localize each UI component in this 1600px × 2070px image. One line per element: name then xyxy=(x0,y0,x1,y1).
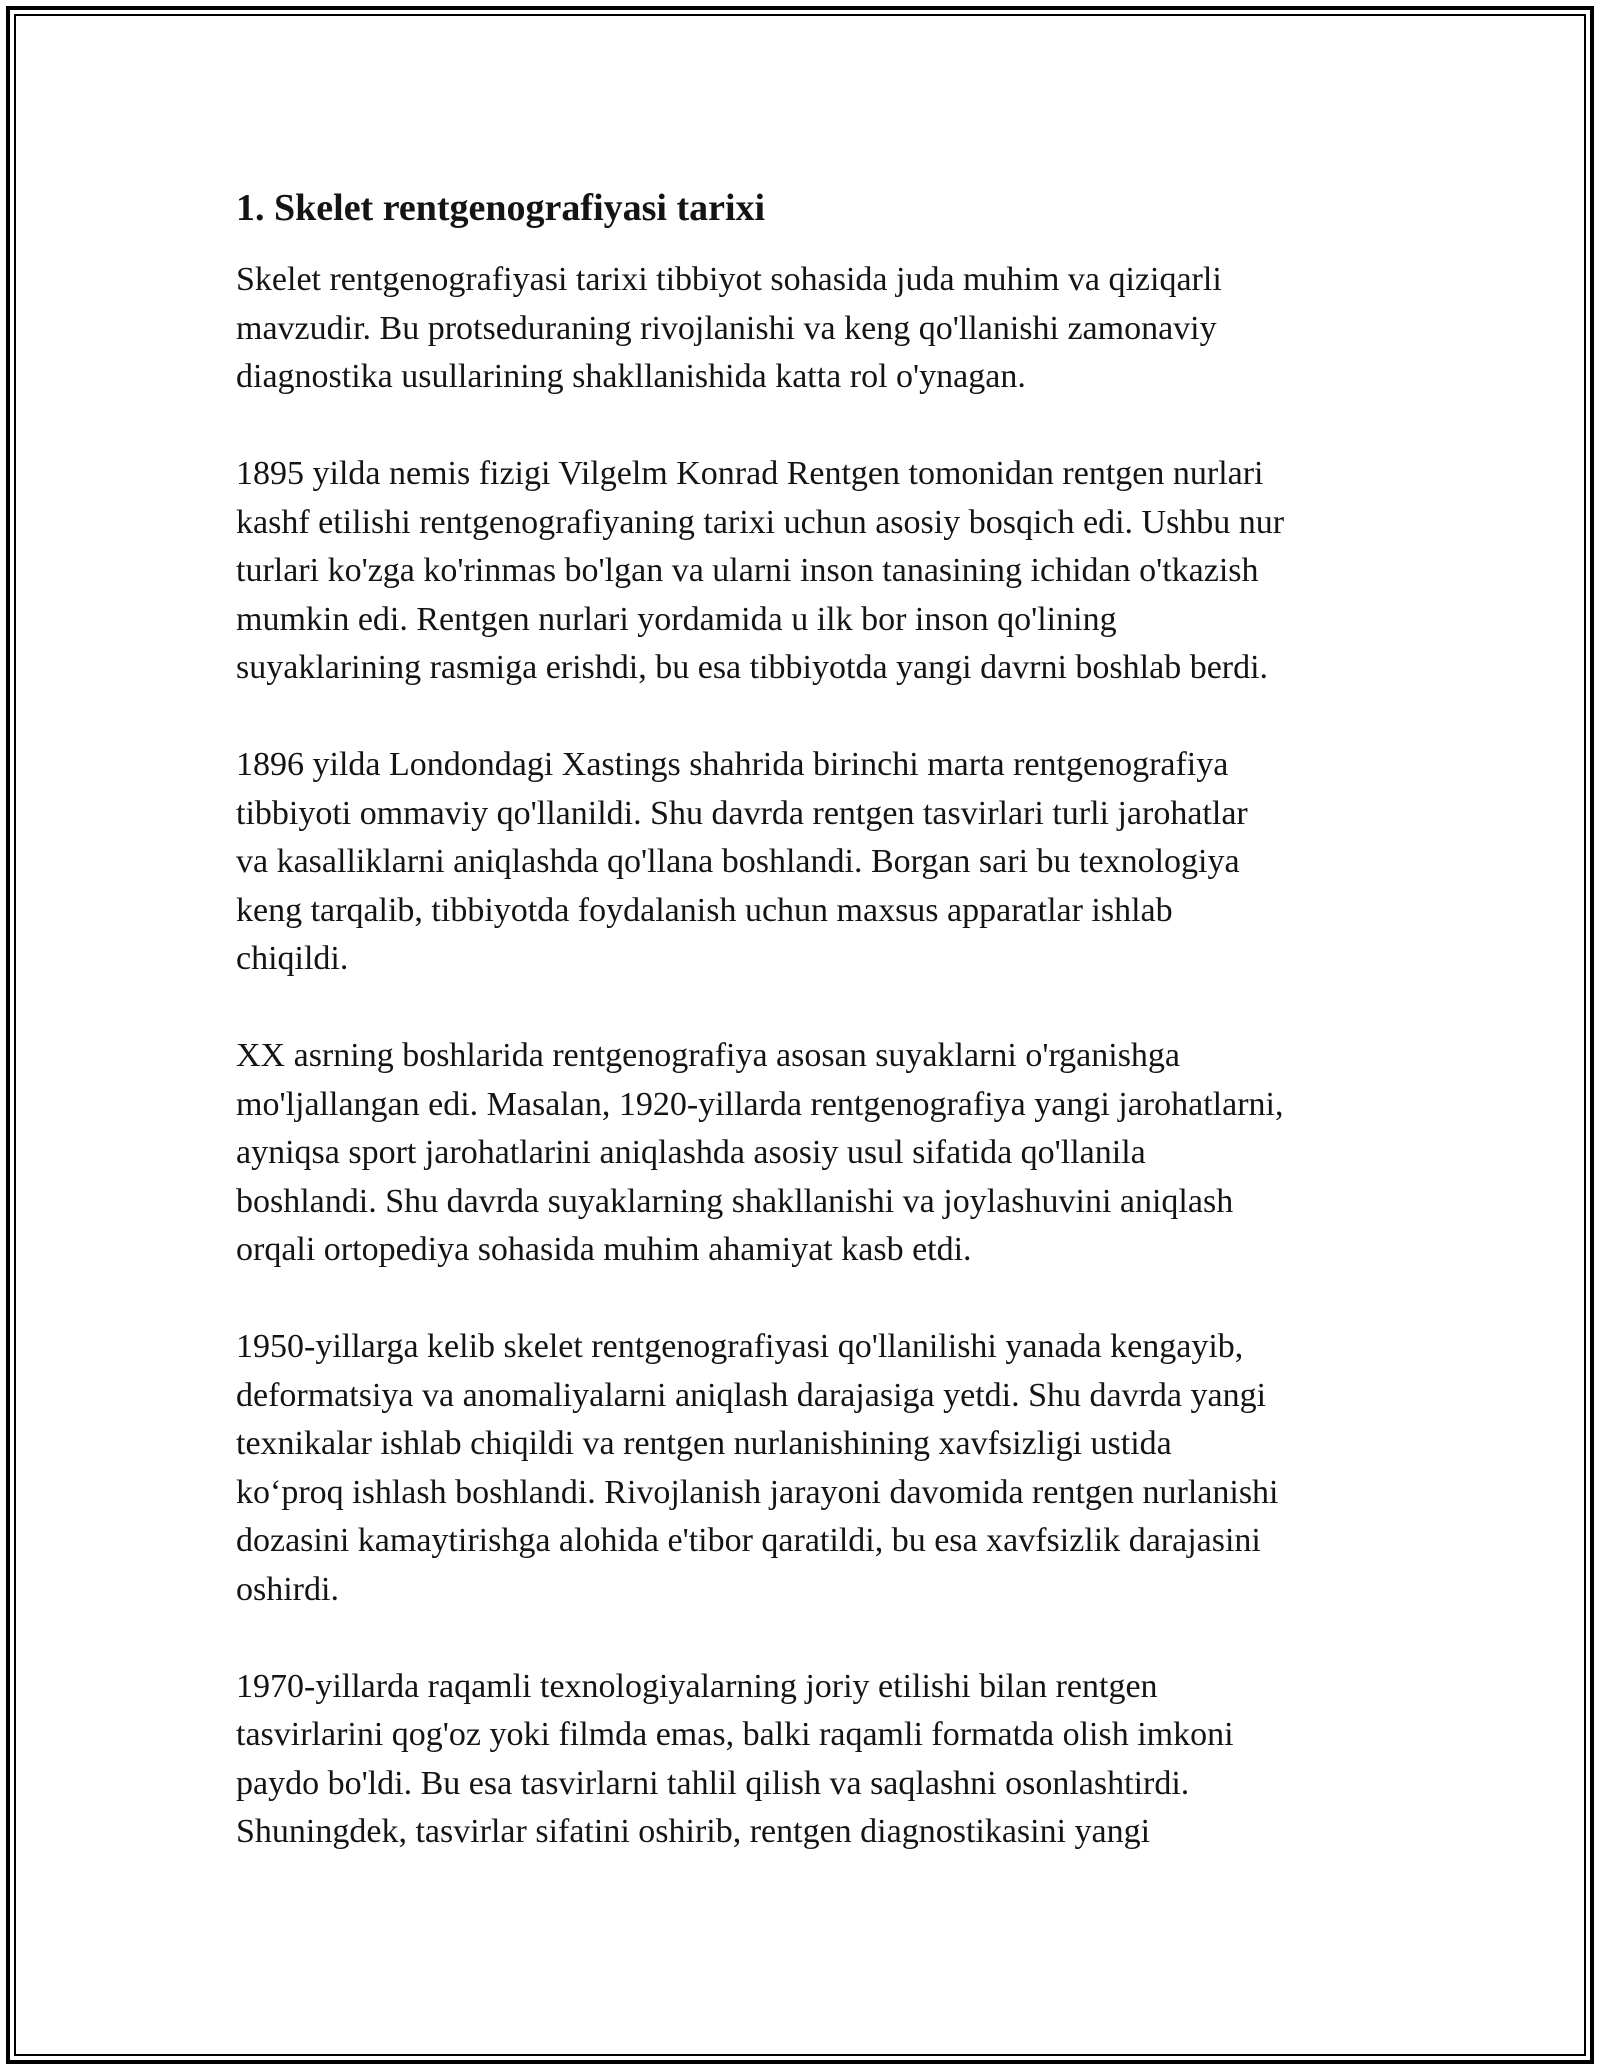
paragraph-line: oshirdi. xyxy=(236,1570,339,1608)
paragraph-line: ko‘proq ishlash boshlandi. Rivojlanish jarayoni davomida rentgen nurlanishi xyxy=(236,1473,1279,1511)
paragraph xyxy=(236,1663,1376,1857)
section-heading: 1. Skelet rentgenografiyasi tarixi xyxy=(236,187,766,229)
paragraph-list xyxy=(236,256,1376,1857)
paragraph-line: kashf etilishi rentgenografiyaning tarixi uchun asosiy bosqich edi. Ushbu nur xyxy=(236,503,1285,541)
paragraph-line: keng tarqalib, tibbiyotda foydalanish uchun maxsus apparatlar ishlab xyxy=(236,891,1173,929)
paragraph-line: orqali ortopediya sohasida muhim ahamiyat kasb etdi. xyxy=(236,1231,972,1268)
paragraph xyxy=(236,1032,1376,1275)
paragraph-line: va kasalliklarni aniqlashda qo'llana boshlandi. Borgan sari bu texnologiya xyxy=(236,843,1240,880)
paragraph-line: 1896 yilda Londondagi Xastings shahrida birinchi marta rentgenografiya xyxy=(236,746,1229,783)
paragraph-line: diagnostika usullarining shakllanishida katta rol o'ynagan. xyxy=(236,358,1026,395)
paragraph-line: boshlandi. Shu davrda suyaklarning shakllanishi va joylashuvini aniqlash xyxy=(236,1182,1234,1220)
paragraph xyxy=(236,256,1376,402)
paragraph-line: tasvirlarini qog'oz yoki filmda emas, balki raqamli formatda olish imkoni xyxy=(236,1716,1234,1753)
paragraph-line: chiqildi. xyxy=(236,940,349,977)
paragraph xyxy=(236,741,1376,984)
paragraph-line: ayniqsa sport jarohatlarini aniqlashda asosiy usul sifatida qo'llanila xyxy=(236,1134,1146,1171)
paragraph-line: 1950-yillarga kelib skelet rentgenografiyasi qo'llanilishi yanada kengayib, xyxy=(236,1328,1244,1365)
document-body xyxy=(236,184,1376,1857)
paragraph-line: tibbiyoti ommaviy qo'llanildi. Shu davrda rentgen tasvirlari turli jarohatlar xyxy=(236,794,1248,832)
paragraph-line: texnikalar ishlab chiqildi va rentgen nurlanishining xavfsizligi ustida xyxy=(236,1425,1172,1462)
paragraph xyxy=(236,450,1376,693)
paragraph-line: turlari ko'zga ko'rinmas bo'lgan va ularni inson tanasining ichidan o'tkazish xyxy=(236,552,1259,589)
paragraph-line: 1970-yillarda raqamli texnologiyalarning joriy etilishi bilan rentgen xyxy=(236,1667,1158,1705)
paragraph-line: mo'ljallangan edi. Masalan, 1920-yillarda rentgenografiya yangi jarohatlarni, xyxy=(236,1085,1284,1123)
paragraph-line: 1895 yilda nemis fizigi Vilgelm Konrad Rentgen tomonidan rentgen nurlari xyxy=(236,455,1264,492)
paragraph-line: Skelet rentgenografiyasi tarixi tibbiyot sohasida juda muhim va qiziqarli xyxy=(236,261,1222,298)
paragraph-line: paydo bo'ldi. Bu esa tasvirlarni tahlil qilish va saqlashni osonlashtirdi. xyxy=(236,1764,1190,1802)
paragraph-line: mavzudir. Bu protseduraning rivojlanishi va keng qo'llanishi zamonaviy xyxy=(236,309,1217,347)
paragraph-line: Shuningdek, tasvirlar sifatini oshirib, rentgen diagnostikasini yangi xyxy=(236,1813,1151,1850)
paragraph-line: dozasini kamaytirishga alohida e'tibor qaratildi, bu esa xavfsizlik darajasini xyxy=(236,1522,1261,1559)
paragraph xyxy=(236,1323,1376,1614)
paragraph-line: mumkin edi. Rentgen nurlari yordamida u ilk bor inson qo'lining xyxy=(236,600,1117,638)
paragraph-line: deformatsiya va anomaliyalarni aniqlash darajasiga yetdi. Shu davrda yangi xyxy=(236,1376,1267,1414)
paragraph-line: XX asrning boshlarida rentgenografiya asosan suyaklarni o'rganishga xyxy=(236,1037,1181,1074)
paragraph-line: suyaklarining rasmiga erishdi, bu esa tibbiyotda yangi davrni boshlab berdi. xyxy=(236,649,1269,686)
